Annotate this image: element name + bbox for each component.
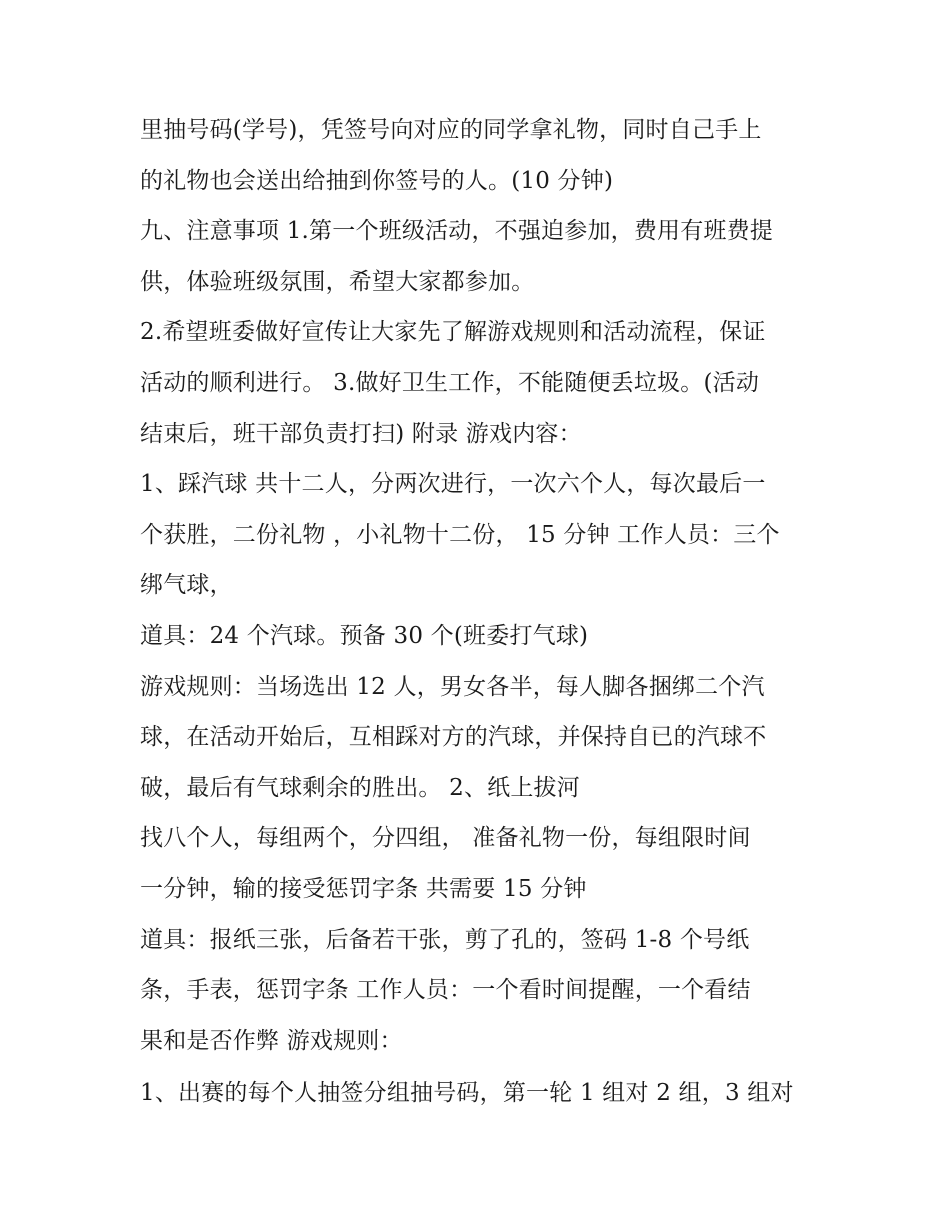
text-line: 条，手表，惩罚字条 工作人员：一个看时间提醒，一个看结 bbox=[140, 977, 751, 1003]
text-line: 果和是否作弊 游戏规则： bbox=[140, 1028, 403, 1054]
text-line: 绑气球， bbox=[140, 572, 233, 598]
text-line: 破，最后有气球剩余的胜出。 2、纸上拔河 bbox=[140, 775, 580, 801]
text-line: 个获胜，二份礼物 ，小礼物十二份， 15 分钟 工作人员：三个 bbox=[140, 522, 780, 548]
text-line: 里抽号码(学号)，凭签号向对应的同学拿礼物，同时自己手上 bbox=[140, 117, 762, 143]
text-line: 九、注意事项 1.第一个班级活动，不强迫参加，费用有班费提 bbox=[140, 218, 774, 244]
text-line: 结束后，班干部负责打扫) 附录 游戏内容： bbox=[140, 421, 582, 447]
text-line: 活动的顺利进行。 3.做好卫生工作，不能随便丢垃圾。(活动 bbox=[140, 370, 760, 396]
text-line: 的礼物也会送出给抽到你签号的人。(10 分钟) bbox=[140, 168, 614, 194]
text-line: 1、出赛的每个人抽签分组抽号码，第一轮 1 组对 2 组，3 组对 bbox=[140, 1080, 794, 1106]
text-line: 一分钟，输的接受惩罚字条 共需要 15 分钟 bbox=[140, 876, 587, 902]
text-line: 球，在活动开始后，互相踩对方的汽球，并保持自已的汽球不 bbox=[140, 724, 767, 750]
text-line: 道具：报纸三张，后备若干张，剪了孔的，签码 1-8 个号纸 bbox=[140, 927, 750, 953]
text-line: 1、踩汽球 共十二人，分两次进行，一次六个人，每次最后一 bbox=[140, 471, 766, 497]
text-line: 游戏规则：当场选出 12 人，男女各半，每人脚各捆绑二个汽 bbox=[140, 674, 765, 700]
text-line: 2.希望班委做好宣传让大家先了解游戏规则和活动流程，保证 bbox=[140, 319, 766, 345]
text-line: 找八个人，每组两个，分四组， 准备礼物一份，每组限时间 bbox=[140, 825, 751, 851]
text-line: 道具：24 个汽球。预备 30 个(班委打气球) bbox=[140, 623, 589, 649]
text-line: 供，体验班级氛围，希望大家都参加。 bbox=[140, 269, 535, 295]
